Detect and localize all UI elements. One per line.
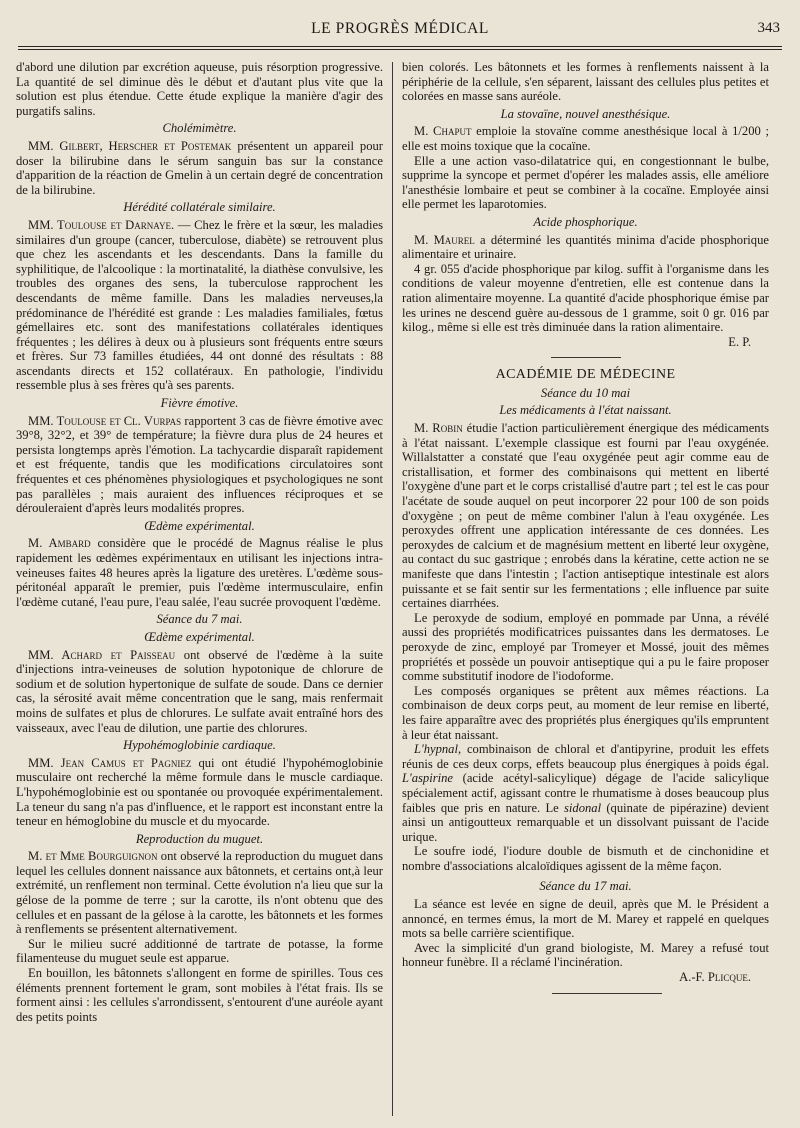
heading-hypohemoglobinie: Hypohémoglobinie cardiaque. xyxy=(123,738,276,753)
paragraph-bouillon: En bouillon, les bâtonnets s'allongent en forme de spirilles. Tous ces éléments prennent fortement le gram, sont mobiles à l'état frais. Ils se forment ainsi : les cellules s'arrondissent, s'entourent d'une auréole ayant des petits points xyxy=(16,966,383,1024)
paragraph-fievre xyxy=(16,414,383,516)
authors: M. Robin xyxy=(414,421,463,436)
paragraph-cholemimetre xyxy=(16,139,383,197)
heading-stovaine: La stovaïne, nouvel anesthésique. xyxy=(500,106,671,121)
paragraph-hypohemoglobinie xyxy=(16,756,383,829)
page-number: 343 xyxy=(757,20,780,36)
paragraph-milieu: Sur le milieu sucré additionné de tartrate de potasse, la forme filamenteuse du muguet seule est apparue. xyxy=(16,936,383,966)
authors: MM. Toulouse et Darnaye. xyxy=(28,217,175,232)
authors: MM. Achard et Paisseau xyxy=(28,647,176,662)
heading-seance-10-mai: Séance du 10 mai xyxy=(540,385,631,400)
heading-fievre: Fièvre émotive. xyxy=(160,396,239,411)
left-column xyxy=(16,60,392,1116)
paragraph-text: emploie la stovaïne comme anesthésique local à 1/200 ; elle est moins toxique que la cocaïne. xyxy=(402,124,769,153)
term-aspirine: L'aspirine xyxy=(402,771,453,786)
paragraph-stovaine xyxy=(402,124,769,153)
term-hypnal: L'hypnal xyxy=(414,742,458,757)
heading-muguet: Reproduction du muguet. xyxy=(135,831,264,846)
paragraph-text: considère que le procédé de Magnus réalise le plus rapidement les œdèmes expérimentaux en utilisant les injections intra-veineuses faites 48 heures après la ligature des uretères. L'œdème sous-péritonéal apparaît le premier, puis l'œdème intermusculaire, enfin l'œdème cutané, l'eau pure, l'eau salée, l'eau sucrée provoquent l'œdème. xyxy=(16,536,384,609)
text-columns xyxy=(16,60,782,1116)
paragraph-acide xyxy=(402,233,769,262)
paragraph-text: (quinate de pipérazine) devient ainsi un antigoutteux remarquable et un dissolvant puissant de l'acide urique. xyxy=(402,800,769,844)
authors: MM. Gilbert, Herscher et Postemak xyxy=(28,138,232,153)
paragraph-sodium: Le peroxyde de sodium, employé en pommade par Unna, a révélé aussi des propriétés modificatrices puissantes dans les dermatoses. Le peroxyde de zinc, employé par Tromeyer et Mossé, jouit des mêmes propriétés et possède un pouvoir antiseptique qui a pu le faire proposer comme substitutif inodore de l'iodoforme. xyxy=(402,610,769,684)
authors: MM. Toulouse et Cl. Vurpas xyxy=(28,413,182,428)
authors: MM. Jean Camus et Pagniez xyxy=(28,755,192,770)
header-rule xyxy=(18,46,782,47)
heading-seance-7-mai: Séance du 7 mai. xyxy=(156,612,243,627)
paragraph-text: qui ont étudié l'hypohémoglobinie musculaire ont recherché la même formule dans le muscle cardiaque. L'hypohémoglobinie est ou spontanée ou provoquée expérimentalement. La teneur du sang n'a pas d'influence, et le rapport est inconstant entre la teneur en hémoglobine du muscle et du myocarde. xyxy=(16,755,384,829)
paragraph-heredite xyxy=(16,218,383,393)
heading-acide-phosphorique: Acide phosphorique. xyxy=(533,214,638,229)
paragraph-text: — Chez le frère et la sœur, les maladies similaires d'un groupe (cancer, tuberculose, diabète) se retrouvent plus que chez les ascendants et les descendants. Dans la famille du syphilitique, de l'alcoolique : la mortinatalité, la diathèse convulsive, les troubles des organes des sens, la tuberculose rapprochent les descendants de même famille. Dans les maladies nerveuses,la prédominance de l'hérédité est grande : Les maladies familiales, fœtus gémellaires etc. sont des manifestations collatérales identiques fréquentes ; les délires à deux ou à plusieurs sont fréquents entre sœurs et frères. Sur 73 familles étudiées, 44 ont donné des résultats : 88 ascendants directs et 152 collatéraux. En pathologie, l'individu ressemble plus à ses frères qu'à ses parents. xyxy=(16,217,383,393)
paragraph-text: étudie l'action particulièrement énergique des médicaments à l'état naissant. L'exemple classique est fourni par l'eau oxygénée. Willalstatter a constaté que l'eau oxygénée peut agir comme eau de cristallisation, et former des combinaisons qui mettent en liberté l'oxygène d'une part et le corps cristallisé d'autre part ; tel est le cas pour l'acétate de soude auquel on peut incorporer 22 pour 100 de son poids d'oxygène ; on peut de même combiner l'alun à l'eau oxygénée. Les peroxydes offrent une application intéressante de ces données. Les peroxydes de calcium et de magnésium mettent en liberté leur oxygène, au contact du suc gastrique ; enrobés dans la kératine, cette action ne se manifeste que dans l'intestin ; l'action antiseptique intestinale est alors puissante et se fait sentir sur les fermentations ; elle influence par suite certaines diarrhées. xyxy=(402,421,769,611)
authors: M. Ambard xyxy=(28,536,91,551)
right-column xyxy=(393,60,769,1116)
paragraph-hypnal xyxy=(402,742,769,844)
paragraph-marey: Avec la simplicité d'un grand biologiste, M. Marey a refusé tout honneur funèbre. Il a réclamé l'incinération. xyxy=(402,940,769,970)
paragraph-achard xyxy=(16,648,383,736)
paragraph-text: (acide acétyl-salicylique) dégage de l'acide salicylique spécialement actif, agissant contre le rhumatisme à doses beaucoup plus faibles que pris en nature. Le xyxy=(402,771,769,815)
heading-heredite: Hérédité collatérale similaire. xyxy=(123,200,276,215)
authors: M. Chaput xyxy=(414,124,472,139)
paragraph-acide-2: 4 gr. 055 d'acide phosphorique par kilog. suffit à l'organisme dans les conditions de valeur moyenne d'entretien, elle est contenue dans la ration alimentaire moyenne. La quantité d'acide phosphorique émise par les urines ne descend guère au-dessous de 1 gramme, soit 0 gr. 016 par kilog., même si elle est très diminuée dans la ration alimentaire. xyxy=(402,261,769,335)
paragraph-muguet xyxy=(16,849,383,937)
paragraph-text: rapportent 3 cas de fièvre émotive avec 39°8, 32°2, et 39° de température; la fièvre dura plus de 24 heures et persista longtemps après l'émotion. La tachycardie disparaît rapidement et est fréquente, tandis que les modifications circulatoires sont fréquentes et ces phénomènes physiologiques et psychologiques ne sont pas parallèles ; mais auraient des influences réciproques et se dérouleraient d'après leurs modalités propres. xyxy=(16,413,383,516)
heading-cholemimetre: Cholémimètre. xyxy=(162,121,237,136)
academy-title: ACADÉMIE DE MÉDECINE xyxy=(495,367,676,383)
authors: M. et Mme Bourguignon xyxy=(28,849,158,864)
paragraph-robin xyxy=(402,421,769,611)
heading-seance-17-mai: Séance du 17 mai. xyxy=(539,879,632,894)
signature-plicque: A.-F. Plicque. xyxy=(679,970,751,985)
paragraph-text: ont observé de l'œdème à la suite d'injections intra-veineuses de solution hypotonique de chlorure de sodium et de solution hypertonique de sulfate de soude. Dans ce dernier cas, la sérosité avait même concentration que le sang, mais renfermait moins de sulfates et plus de chlorures. Le sulfate avait entraîné hors des vaisseaux, avec l'eau de dilution, une partie des chlorures. xyxy=(16,647,383,735)
paragraph-composes: Les composés organiques se prêtent aux mêmes réactions. La combinaison de deux corps peut, au moment de leur remise en liberté, les faire apparaître avec des propriétés plus énergiques qu'ils empruntent à leur état naissant. xyxy=(402,683,769,742)
header-rule-thin xyxy=(18,49,782,50)
paragraph-text: a déterminé les quantités minima d'acide phosphorique alimentaire et urinaire. xyxy=(402,232,769,262)
term-sidonal: sidonal xyxy=(564,800,602,815)
authors: M. Maurel xyxy=(414,232,475,247)
section-separator xyxy=(551,357,621,358)
heading-oedeme-2: Œdème expérimental. xyxy=(144,629,255,644)
paragraph-stovaine-2: Elle a une action vaso-dilatatrice qui, en congestionnant le bulbe, supprime la syncope et permet d'opérer les malades assis, elle améliore l'anesthésie lombaire et peut se combiner à la cocaïne. Employée ainsi elle permet les laparotomies. xyxy=(402,153,769,212)
paragraph-text: présentent un appareil pour doser la bilirubine dans le sérum sanguin bas sur la constance d'apparition de la réaction de Gmelin à un certain degré de concentration de la bilirubine. xyxy=(16,138,383,197)
page-header xyxy=(18,10,782,42)
paragraph-continued: bien colorés. Les bâtonnets et les formes à renflements naissent à la périphérie de la cellule, s'en séparent, laissant des cellules plus petites et colorées en masse sans auréole. xyxy=(402,60,769,104)
paragraph-intro: d'abord une dilution par excrétion aqueuse, puis résorption progressive. La quantité de sel diminue dès le début et d'autant plus vite que la solution est plus étendue. Cette étude explique la manière d'agir des purgatifs salins. xyxy=(16,60,383,118)
paragraph-oedeme xyxy=(16,536,383,609)
paragraph-soufre: Le soufre iodé, l'iodure double de bismuth et de cinchonidine et nombre d'associations alcaloïdiques agissent de la même façon. xyxy=(402,844,769,873)
paragraph-text: , combinaison de chloral et d'antipyrine, produit les effets réunis de ces deux corps, effets beaucoup plus énergiques à poids égal. xyxy=(402,742,769,771)
closing-rule xyxy=(552,993,662,994)
paragraph-deuil: La séance est levée en signe de deuil, après que M. le Président a annoncé, en termes émus, la mort de M. Marey et rappelé en quelques mots sa belle carrière scientifique. xyxy=(402,897,769,941)
journal-title: LE PROGRÈS MÉDICAL xyxy=(311,20,489,37)
signature-ep: E. P. xyxy=(728,334,751,349)
paragraph-text: ont observé la reproduction du muguet dans lequel les cellules donnent naissance aux bâtonnets, et certains ont,à leur extrémité, un renflement non terminal. Cette évolution n'a lieu que sur la gélose de la pomme de terre ; sur la carotte, ils n'ont obtenu que des cellules et en passant de la gélose à la carotte, les bâtonnets et les formes à renflements se présentent alternativement. xyxy=(16,849,383,937)
heading-medicaments: Les médicaments à l'état naissant. xyxy=(499,403,672,418)
heading-oedeme: Œdème expérimental. xyxy=(144,518,255,533)
